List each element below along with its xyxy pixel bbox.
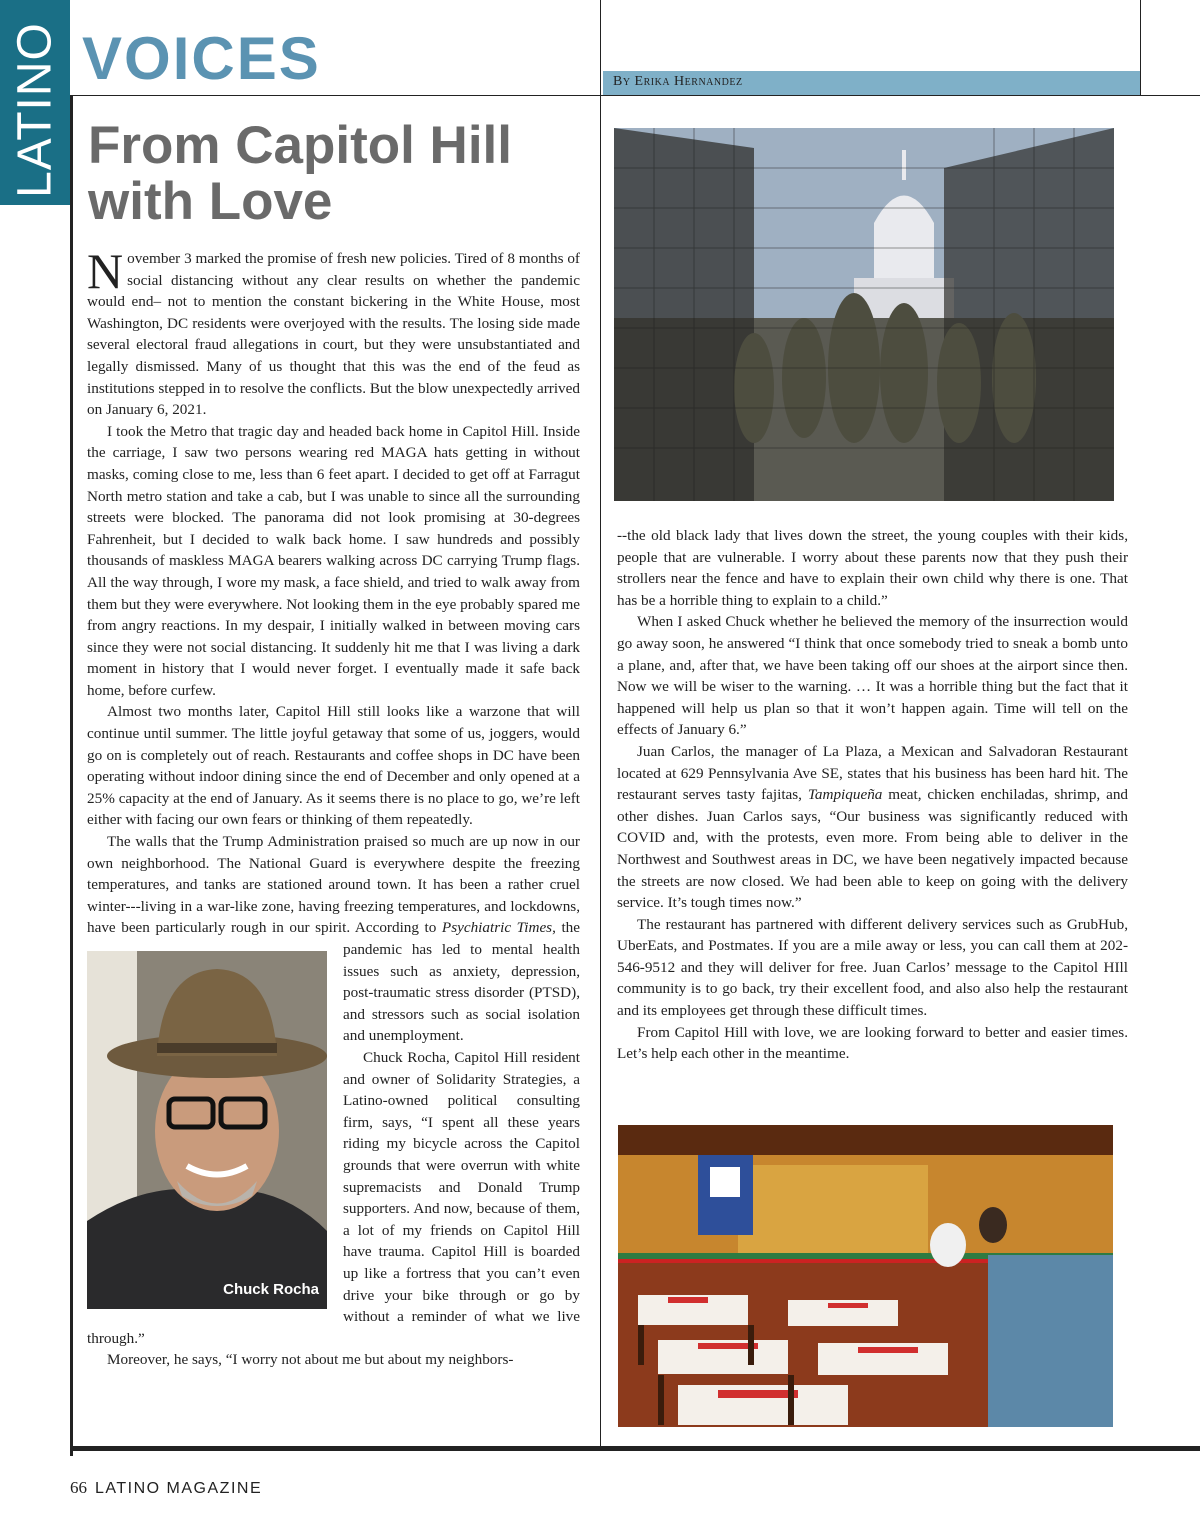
frame-rule-right [1140, 0, 1141, 96]
paragraph-text: ovember 3 marked the promise of fresh new policies. Tired of 8 months of social distancing without any clear results on whether the pandemic would end– not to mention the constant bickering in the White House, most Washington, DC residents were overjoyed with the results. The losing side made several electoral fraud allegations in court, but they were unsubstantiated and legally dismissed. Many of us thought that this was the end of the feud as institutions stepped in to resolve the conflicts. But the blow unexpectedly arrived on January 6, 2021. [87, 250, 580, 419]
header-rule [70, 95, 1200, 96]
italic-title: Psychiatric Times [441, 919, 553, 937]
paragraph: I took the Metro that tragic day and headed back home in Capitol Hill. Inside the carriage, I saw two persons wearing red MAGA hats getting in without masks, coming close to me, less than 6 feet apart. I decided to get off at Farragut North metro station and take a cab, but I was unable to since all the surrounding streets were blocked. The panorama did not look promising at 30-degrees Fahrenheit, but I decided to walk back home. I saw hundreds and possibly thousands of maskless MAGA bearers walking across DC carrying Trump flags. All the way through, I wore my mask, a face shield, and tried to walk away from them but they were everywhere. Not looking them in the eye probably spared me from angry reactions. In my despair, I initially walked in between moving cars since they were not social distancing. It suddenly hit me that I was living a dark moment in history that I would never forget. I eventually made it safe back home, before curfew. [87, 422, 580, 699]
section-title: VOICES [82, 25, 321, 92]
paragraph-text: meat, chicken enchiladas, shrimp, and other dishes. Juan Carlos says, “Our business was significantly reduced with COVID and, with the protests, even more. From being able to deliver in the Northwest and Southwest areas in DC, we have been negatively impacted because the streets are now closed. We had been able to keep on going with the delivery service. It’s tough times now.” [617, 786, 1129, 912]
paragraph: The restaurant has partnered with different delivery services such as GrubHub, UberEats, and Postmates. If you are a mile away or less, you can call them at 202-546-9512 and they will deliver for free. Juan Carlos’ message to the Capitol HIll community is to go back, try their excellent food, and also also help the restaurant and its employees get through these difficult times. [617, 915, 1128, 1020]
drop-cap: N [87, 243, 124, 299]
paragraph: When I asked Chuck whether he believed the memory of the insurrection would go away soon, he answered “I think that once somebody tried to sneak a bomb unto a plane, and, after that, we have been taking off our shoes at the airport since then. Now we will be wiser to the warning. … It was a horrible thing but the fact that it happened will help us plan so that it won’t happen again. Time will tell on the effects of January 6.” [617, 613, 1128, 739]
restaurant-photo [618, 1125, 1113, 1427]
side-tab [0, 0, 70, 205]
article-title: From Capitol Hill with Love [88, 116, 512, 231]
side-tab-label: LATINO [8, 22, 62, 198]
byline: By Erika Hernandez [613, 74, 743, 89]
paragraph [617, 741, 1128, 914]
paragraph [87, 243, 580, 421]
paragraph: Chuck Rocha, Capitol Hill resident and owner of Solidarity Strategies, a Latino-owned political consulting firm, says, “I spent all these years riding my bicycle across the Capitol grounds that were overrun with white supremacists and Donald Trump supporters. And now, because of them, a lot of my friends on Capitol Hill have trauma. Capitol Hill is boarded up like a fortress that you can’t even drive your bike through or go by without a reminder of what we live through.” [87, 1048, 580, 1347]
column-divider [600, 0, 601, 1450]
portrait-photo [87, 951, 327, 1309]
paragraph: From Capitol Hill with love, we are looking forward to better and easier times. Let’s help each other in the meantime. [617, 1023, 1128, 1063]
bottom-rule [70, 1446, 1200, 1451]
paragraph: --the old black lady that lives down the street, the young couples with their kids, people that are vulnerable. I worry about these parents now that they push their strollers near the fence and have to explain their own child why there is one. That has be a horrible thing to explain to a child.” [617, 527, 1128, 609]
page-number: 66 [70, 1478, 87, 1497]
paragraph: Almost two months later, Capitol Hill still looks like a warzone that will continue until summer. The little joyful getaway that some of us, joggers, would go on is completely out of reach. Restaurants and coffee shops in DC have been operating without indoor dining since the end of December and only opened at a 25% capacity at the end of January. As it seems there is no place to go, we’re left either with facing our own fears or thinking of them repeatedly. [87, 703, 580, 829]
article-column-right [617, 525, 1128, 1065]
frame-rule-left [70, 96, 73, 1456]
paragraph: Moreover, he says, “I worry not about me but about my neighbors- [107, 1351, 514, 1369]
italic-term: Tampiqueña [807, 786, 883, 804]
article-column-left [87, 243, 580, 1371]
photo-caption: Chuck Rocha [223, 1281, 319, 1299]
page-footer [70, 1478, 262, 1498]
magazine-name: LATINO MAGAZINE [95, 1480, 263, 1497]
paragraph-text: Juan Carlos, the manager of La Plaza, a Mexican and Salvadoran Restaurant located at 629 Pennsylvania Ave SE, states that his business has been hard hit. The restaurant serves tasty fajitas, [617, 742, 1128, 804]
paragraph-text: The walls that the Trump Administration praised so much are up now in our own neighborhood. The National Guard is everywhere despite the freezing temperatures, and tanks are stationed around town. It has been a rather cruel winter---living in a war-like zone, having freezing temperatures, and lockdowns, have been particularly rough in our spirit. According to [87, 833, 580, 937]
paragraph-text: , the pandemic has led to mental health issues such as anxiety, depression, post-traumatic stress disorder (PTSD), and stressors such as social isolation and unemployment. [343, 919, 580, 1045]
capitol-photo [614, 128, 1114, 501]
